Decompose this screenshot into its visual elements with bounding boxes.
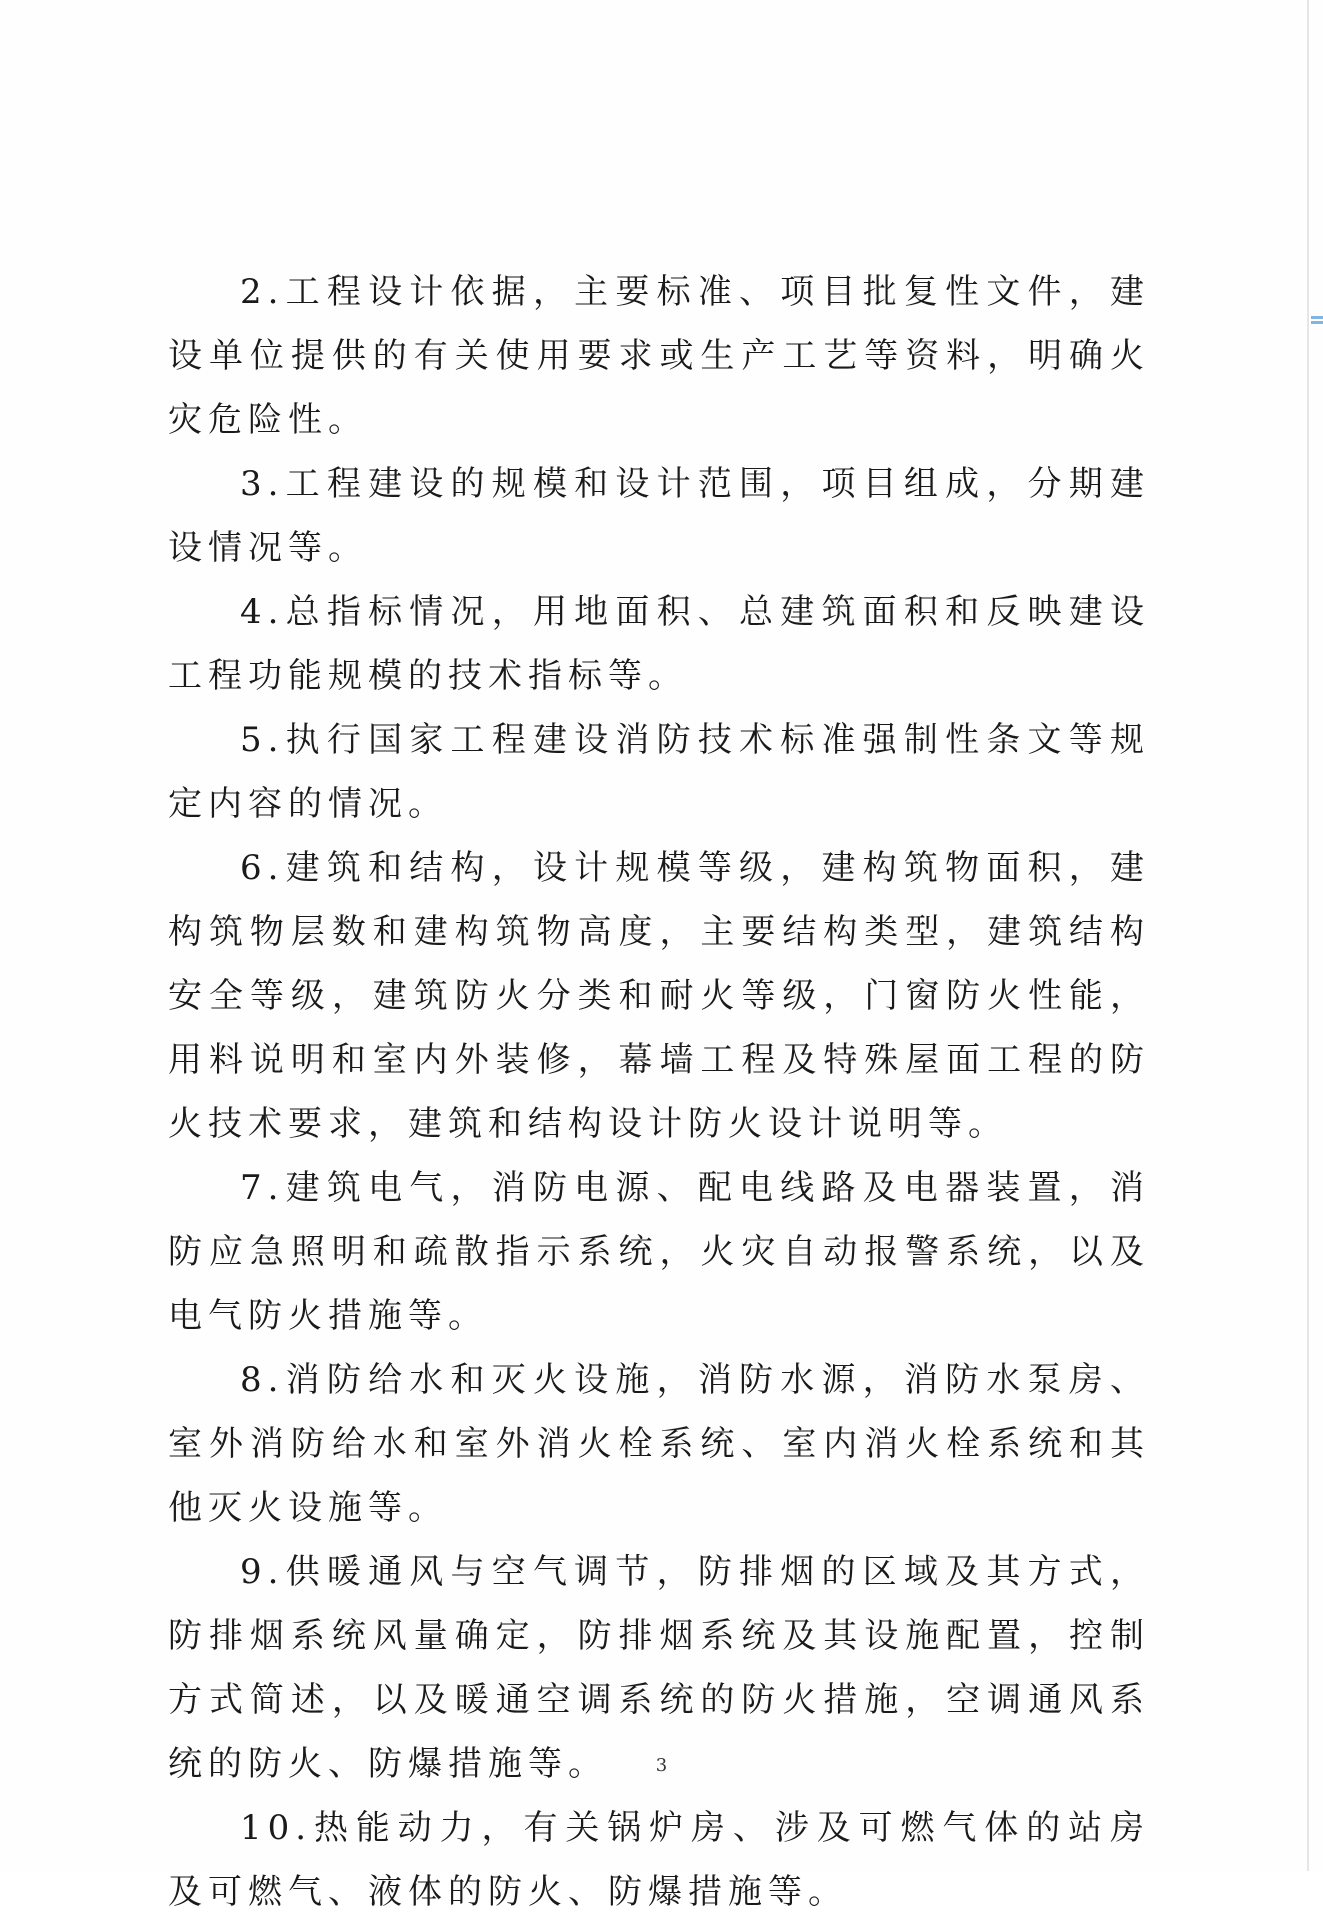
paragraph-item-7: 7.建筑电气，消防电源、配电线路及电器装置，消防应急照明和疏散指示系统，火灾自动报警系统，以及电气防火措施等。 — [168, 1168, 1150, 1336]
paragraph-item-3: 3.工程建设的规模和设计范围，项目组成，分期建设情况等。 — [168, 464, 1150, 568]
scan-edge-mark — [1311, 316, 1323, 328]
paragraph-item-10: 10.热能动力，有关锅炉房、涉及可燃气体的站房及可燃气、液体的防火、防爆措施等。 — [168, 1808, 1150, 1912]
page-edge-line — [1307, 0, 1309, 1871]
paragraph-item-2: 2.工程设计依据，主要标准、项目批复性文件，建设单位提供的有关使用要求或生产工艺等资料，明确火灾危险性。 — [168, 272, 1150, 440]
paragraph-item-5: 5.执行国家工程建设消防技术标准强制性条文等规定内容的情况。 — [168, 720, 1150, 824]
paragraph-item-6: 6.建筑和结构，设计规模等级，建构筑物面积，建构筑物层数和建构筑物高度，主要结构类型，建筑结构安全等级，建筑防火分类和耐火等级，门窗防火性能，用料说明和室内外装修，幕墙工程及特殊屋面工程的防火技术要求，建筑和结构设计防火设计说明等。 — [168, 848, 1150, 1144]
document-body — [168, 260, 1150, 1924]
paragraph-item-9: 9.供暖通风与空气调节，防排烟的区域及其方式，防排烟系统风量确定，防排烟系统及其设施配置，控制方式简述，以及暖通空调系统的防火措施，空调通风系统的防火、防爆措施等。 — [168, 1552, 1150, 1784]
page-number: 3 — [655, 1755, 668, 1776]
paragraph-item-4: 4.总指标情况，用地面积、总建筑面积和反映建设工程功能规模的技术指标等。 — [168, 592, 1150, 696]
paragraph-item-8: 8.消防给水和灭火设施，消防水源，消防水泵房、室外消防给水和室外消火栓系统、室内消火栓系统和其他灭火设施等。 — [168, 1360, 1150, 1528]
